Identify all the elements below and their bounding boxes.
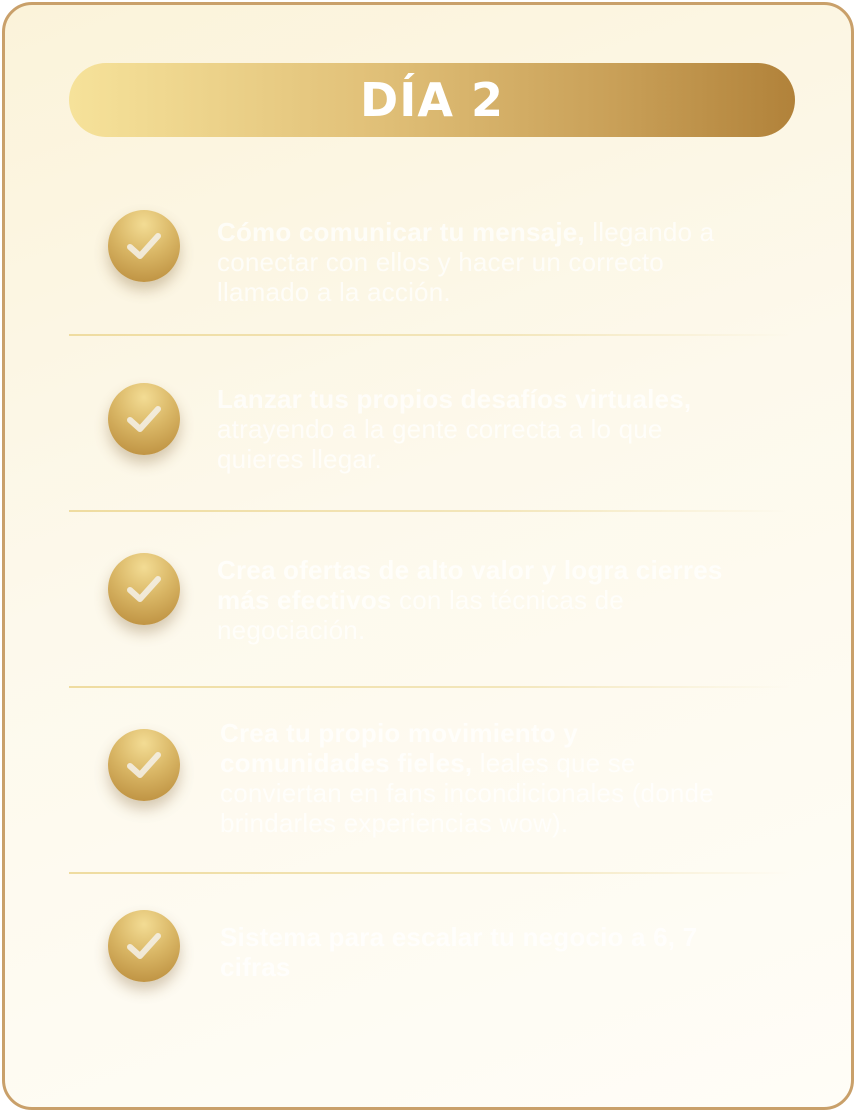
divider (69, 510, 789, 512)
check-icon (126, 230, 162, 262)
item-rest: leales que se conviertan en fans incondicionales (donde brindarles experiencias wow). (220, 748, 714, 838)
agenda-card (2, 2, 854, 1110)
check-badge (108, 553, 180, 625)
item-text (217, 384, 737, 474)
item-rest: llegando a conectar con ellos y hacer un correcto llamado a la acción. (217, 217, 715, 307)
item-bold: Crea ofertas de alto valor y logra cierres más efectivos (217, 555, 723, 615)
check-badge (108, 729, 180, 801)
check-badge (108, 210, 180, 282)
check-icon (126, 403, 162, 435)
check-icon (126, 573, 162, 605)
divider (69, 686, 789, 688)
item-text (217, 217, 737, 307)
item-bold: Crea tu propio movimiento y comunidades fieles, (220, 718, 578, 778)
item-bold: Cómo comunicar tu mensaje, (217, 217, 585, 247)
item-text (220, 718, 740, 838)
day-title: DÍA 2 (360, 73, 504, 127)
item-bold: Lanzar tus propios desafíos virtuales, (217, 384, 692, 414)
day-banner (69, 63, 795, 137)
item-rest: con las técnicas de negociación. (217, 585, 624, 645)
check-icon (126, 930, 162, 962)
check-icon (126, 749, 162, 781)
item-bold: Sistema para escalar tu negocio a 6, 7 cifras (220, 922, 698, 982)
item-text (220, 922, 700, 982)
divider (69, 872, 789, 874)
check-badge (108, 910, 180, 982)
check-badge (108, 383, 180, 455)
item-rest: atrayendo a la gente correcta a lo que quieres llegar. (217, 414, 663, 474)
item-text (217, 555, 737, 645)
divider (69, 334, 789, 336)
